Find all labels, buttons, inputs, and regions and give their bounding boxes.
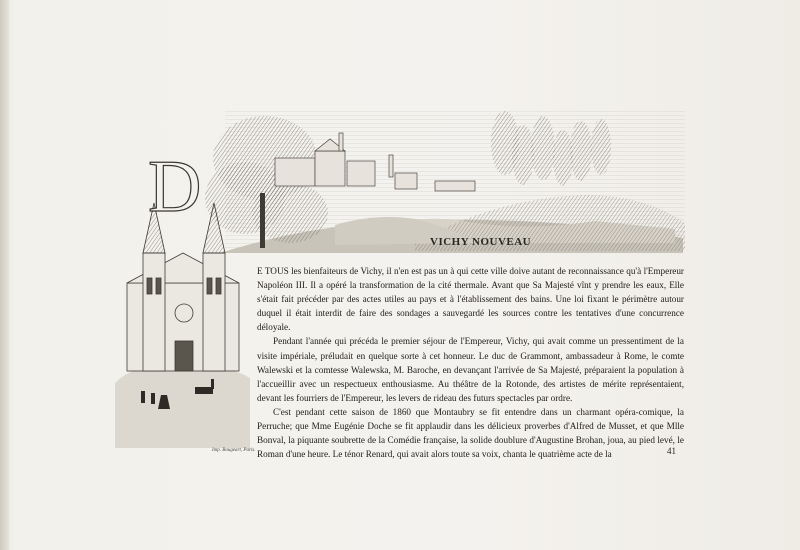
drop-cap: D xyxy=(148,146,202,228)
engraving-caption: VICHY NOUVEAU xyxy=(430,236,532,248)
body-text xyxy=(257,264,684,461)
page-number: 41 xyxy=(667,446,676,456)
church xyxy=(127,203,239,371)
paragraph: Pendant l'année qui précéda le premier séjour de l'Empereur, Vichy, qui avait comme un pressentiment de la visite impériale, préludait en quelque sorte à cet honneur. Le duc de Grammont, ambassadeur à Rome, le comte Walewski et la comtesse Walewska, M. Baroche, en devançant l'arrivée de Sa Majesté, préparaient la population à l'accueillir avec un respectueux enthousiasme. Au théâtre de la Rotonde, des artistes de mérite représentaient, devant les fourriers de l'Empereur, les levers de rideau des futurs spectacles par ordre. xyxy=(257,336,684,403)
landscape-vignette xyxy=(205,111,685,253)
printer-credit: Imp. Bougeart, Paris. xyxy=(212,448,256,453)
paragraph: C'est pendant cette saison de 1860 que Montaubry se fit entendre dans un charmant opéra-comique, la Perruche; que Mme Eugénie Doche se fit applaudir dans les délicieux proverbes d'Alfred de Musset, et que Mlle Bonval, la piquante soubrette de la Comédie française, la solide doublure d'Augustine Brohan, joua, au pied levé, le Roman d'une heure. Le ténor Renard, qui avait alors toute sa voix, chanta le quatrième acte de la xyxy=(257,406,684,460)
paragraph: E TOUS les bienfaiteurs de Vichy, il n'en est pas un à qui cette ville doive autant de reconnaissance qu'à l'Empereur Napoléon III. Il a opéré la transformation de la cité thermale. Avant que Sa Majesté vînt y prendre les eaux, Elle s'était fait précéder par des actes utiles au pays et à l'établissement des bains. Une loi fixant le périmètre autour duquel il était interdit de faire des sondages a sauvegardé les sources contre les tentatives d'une concurrence déloyale. xyxy=(257,266,684,333)
page-gutter xyxy=(0,0,9,550)
